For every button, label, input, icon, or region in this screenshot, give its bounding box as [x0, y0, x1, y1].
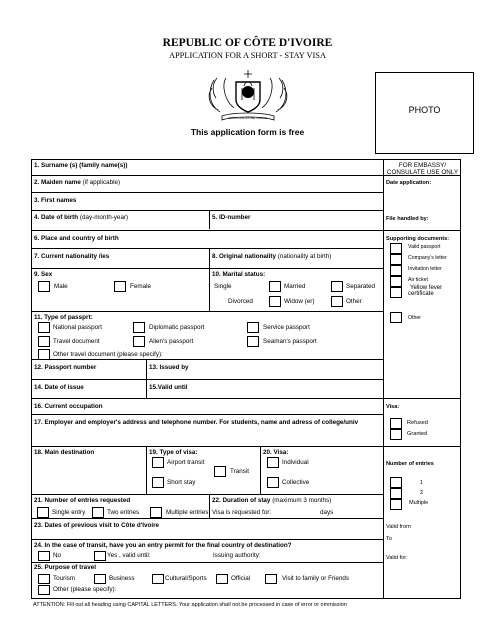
field-15-valid-until[interactable]: 15.Valid until	[149, 384, 188, 391]
field-16-occupation[interactable]: 16. Current occupation	[34, 403, 103, 410]
number-entries-label: Number of entries	[386, 461, 434, 467]
embassy-other-checkbox[interactable]	[390, 312, 402, 323]
free-form-note: This application form is free	[190, 127, 305, 137]
national-passport-checkbox[interactable]	[38, 322, 50, 333]
entries-multiple-label: Multiple	[409, 500, 429, 506]
marital-other-label: Other	[346, 298, 362, 305]
dob-note: (day-month-year)	[79, 214, 129, 221]
transit-no-label: No	[53, 552, 62, 559]
requested-for-label: Visa is requested for:	[212, 509, 272, 516]
field-20-visa-label: 20. Visa:	[263, 449, 289, 456]
embassy-header-line1: FOR EMBASSY/	[398, 162, 447, 169]
valid-from-label: Valid from	[386, 524, 411, 530]
coat-of-arms-emblem	[200, 66, 296, 124]
attention-note: ATTENTION: Fill out all heading using CAPITAL LETTERS. Your application shall not be processed in case of error or ommission	[33, 602, 347, 608]
maiden-label: 2. Maiden name	[34, 179, 81, 186]
field-4-date-of-birth[interactable]	[34, 215, 128, 222]
duration-label: 22. Duration of stay	[212, 497, 271, 504]
yellow-fever-label-1: Yellow fever	[410, 285, 443, 291]
collective-checkbox[interactable]	[267, 477, 279, 488]
marital-married-label: Married	[284, 283, 306, 290]
transit-no-checkbox[interactable]	[38, 551, 50, 561]
invitation-letter-label: Invitation letter	[408, 266, 442, 272]
collective-label: Collective	[282, 479, 310, 486]
aliens-passport-checkbox[interactable]	[133, 336, 145, 347]
two-entries-checkbox[interactable]	[92, 507, 104, 518]
official-checkbox[interactable]	[216, 574, 228, 584]
days-label: days	[320, 509, 334, 516]
official-label: Official	[231, 575, 251, 582]
field-10-marital-label: 10. Marital status:	[212, 271, 266, 278]
granted-checkbox[interactable]	[390, 429, 402, 440]
refused-label: Refused	[407, 420, 428, 426]
supporting-docs-label: Supporting documents:	[386, 236, 450, 242]
field-18-main-destination[interactable]: 18. Main destination	[34, 449, 95, 456]
national-passport-label: National passport	[53, 324, 103, 331]
service-passport-label: Service passport	[263, 324, 310, 331]
individual-checkbox[interactable]	[267, 457, 279, 468]
transit-yes-label: Yes , valid until:	[107, 552, 151, 559]
field-8-original-nationality[interactable]	[212, 254, 331, 261]
photo-label: PHOTO	[408, 105, 441, 115]
transit-yes-checkbox[interactable]	[94, 551, 106, 561]
field-22-duration[interactable]	[212, 498, 331, 505]
form-subtitle: APPLICATION FOR A SHORT - STAY VISA	[168, 51, 327, 60]
embassy-other-label: Other	[408, 315, 421, 321]
tourism-checkbox[interactable]	[38, 574, 50, 584]
field-21-entries-label: 21. Number of entries requested	[34, 497, 131, 504]
valid-for-label: Valid for:	[386, 555, 408, 561]
marital-divorced-checkbox[interactable]	[269, 296, 281, 307]
emblem-motto: UNION DISCIPLINE TRAVAIL	[227, 116, 269, 120]
field-5-id-number[interactable]: 5. ID-number	[212, 214, 251, 221]
sex-male-checkbox[interactable]	[38, 281, 50, 292]
transit-checkbox[interactable]	[214, 466, 226, 477]
business-label: Business	[109, 575, 135, 582]
entries-two-checkbox[interactable]	[390, 488, 402, 499]
marital-widow-label: Widow (er)	[284, 298, 315, 305]
field-11-passport-type-label: 11. Type of passprt:	[34, 314, 93, 321]
valid-to-label: To	[386, 536, 392, 542]
field-14-date-of-issue[interactable]: 14. Date of issue	[34, 384, 84, 391]
short-stay-checkbox[interactable]	[152, 477, 164, 488]
date-application-label: Date application:	[386, 180, 432, 186]
marital-single-checkbox[interactable]	[269, 281, 281, 292]
air-ticket-label: Air ticket	[408, 277, 428, 283]
short-stay-label: Short stay	[167, 479, 196, 486]
valid-passport-label: Valid passport	[408, 244, 441, 250]
other-purpose-label: Other (please specify):	[53, 586, 117, 593]
field-23-previous-visit[interactable]: 23. Dates of previous visit to Côte d'Ivoire	[34, 522, 160, 529]
field-19-type-of-visa-label: 19. Type of visa:	[149, 449, 198, 456]
aliens-passport-label: Alien's passport	[149, 338, 194, 345]
transit-label: Transit	[230, 468, 250, 475]
marital-divorced-label: Divorced	[228, 298, 253, 305]
travel-document-checkbox[interactable]	[38, 336, 50, 347]
air-ticket-checkbox[interactable]	[390, 276, 402, 287]
business-checkbox[interactable]	[94, 574, 106, 584]
single-entry-label: Single entry	[52, 509, 86, 516]
dob-label: 4. Date of birth	[34, 214, 79, 221]
marital-widow-checkbox[interactable]	[331, 296, 343, 307]
field-7-current-nationality[interactable]: 7. Current nationality /ies	[34, 253, 110, 260]
other-purpose-checkbox[interactable]	[38, 585, 50, 595]
field-17-employer[interactable]: 17. Employer and employer's address and telephone number. For students, name and adress of college/univ	[34, 419, 359, 426]
visa-decision-label: Visa:	[386, 404, 400, 410]
yellow-fever-checkbox[interactable]	[390, 287, 402, 298]
sex-female-checkbox[interactable]	[114, 281, 126, 292]
cultural-label: Cultural/Sports	[165, 575, 207, 582]
seamans-passport-label: Seaman's passport	[263, 338, 317, 345]
duration-note: (maximum 3 months)	[272, 497, 332, 504]
multiple-entries-label: Multiple entries	[166, 509, 209, 516]
other-travel-doc-label: Other travel document (please specify):	[53, 351, 163, 358]
marital-married-checkbox[interactable]	[331, 281, 343, 292]
two-entries-label: Two entries	[107, 509, 140, 516]
marital-single-label: Single	[214, 283, 232, 290]
visit-family-checkbox[interactable]	[265, 574, 277, 584]
valid-passport-checkbox[interactable]	[390, 243, 402, 254]
travel-document-label: Travel document	[53, 338, 100, 345]
yellow-fever-label-2: certificate	[408, 291, 434, 297]
diplomatic-passport-label: Diplomatic passport	[149, 324, 205, 331]
sex-female-label: Female	[130, 283, 151, 290]
marital-separated-label: Separated	[346, 283, 376, 290]
entries-one-checkbox[interactable]	[390, 477, 402, 488]
entries-one-label: 1	[420, 480, 424, 486]
granted-label: Granted	[407, 431, 428, 437]
sex-male-label: Male	[54, 283, 68, 290]
airport-transit-label: Airport transit	[167, 459, 205, 466]
orig-nat-note: (nationality at birth)	[277, 253, 332, 260]
maiden-note: (if applicable)	[82, 179, 121, 186]
diplomatic-passport-checkbox[interactable]	[133, 322, 145, 333]
page-title: REPUBLIC OF CÔTE D'IVOIRE	[162, 37, 333, 49]
refused-checkbox[interactable]	[390, 418, 402, 429]
orig-nat-label: 8. Original nationality	[212, 253, 277, 260]
other-travel-doc-checkbox[interactable]	[38, 349, 50, 360]
field-25-purpose-label: 25. Purpose of travel	[34, 564, 96, 571]
embassy-header-line2: CONSULATE USE ONLY	[386, 169, 459, 176]
field-13-issued-by[interactable]: 13. Issued by	[149, 364, 189, 371]
field-24-transit-question: 24. In the case of transit, have you an entry permit for the final country of destination?	[34, 542, 292, 549]
single-entry-checkbox[interactable]	[37, 507, 49, 518]
field-12-passport-number[interactable]: 12. Passport number	[34, 364, 97, 371]
invitation-letter-checkbox[interactable]	[390, 265, 402, 276]
company-letter-label: Company's letter	[408, 255, 447, 261]
entries-multiple-checkbox[interactable]	[390, 499, 402, 510]
seamans-passport-checkbox[interactable]	[247, 336, 259, 347]
airport-transit-checkbox[interactable]	[152, 457, 164, 468]
entries-two-label: 2	[420, 490, 424, 496]
field-1-surname[interactable]: 1. Surname (s) (family name(s))	[34, 162, 128, 169]
field-2-maiden-name[interactable]	[34, 180, 120, 187]
multiple-entries-checkbox[interactable]	[150, 507, 162, 518]
service-passport-checkbox[interactable]	[247, 322, 259, 333]
cultural-checkbox[interactable]	[152, 574, 164, 584]
company-letter-checkbox[interactable]	[390, 254, 402, 265]
individual-label: Individual	[282, 459, 309, 466]
visit-family-label: Visit to family or Friends	[282, 575, 350, 582]
field-6-place-country-birth[interactable]: 6. Place and country of birth	[34, 235, 119, 242]
field-9-sex-label: 9. Sex	[34, 271, 53, 278]
field-3-first-names[interactable]: 3. First names	[34, 197, 77, 204]
file-handled-label: File handled by:	[386, 216, 429, 222]
tourism-label: Tourism	[53, 575, 76, 582]
issuing-authority-label: Issuing authority:	[213, 552, 261, 559]
